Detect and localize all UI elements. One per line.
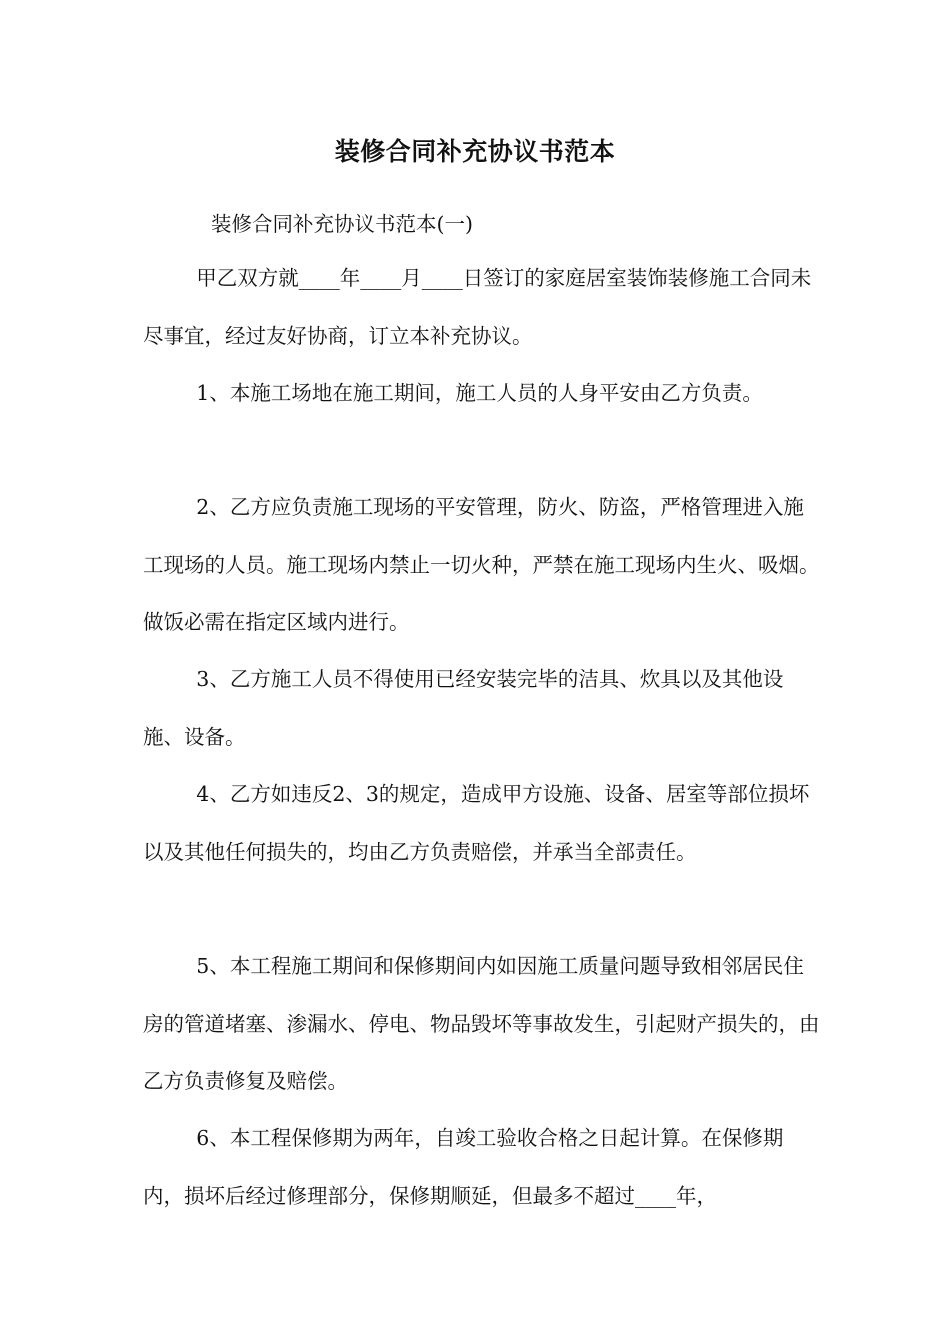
paragraph-clause-6: 6、本工程保修期为两年，自竣工验收合格之日起计算。在保修期内，损坏后经过修理部分，保修期顺延，但最多不超过____年， <box>143 1126 784 1208</box>
document-subtitle: 装修合同补充协议书范本(一) <box>211 212 473 236</box>
paragraph-clause-1: 1、本施工场地在施工期间，施工人员的人身平安由乙方负责。 <box>196 381 763 405</box>
document-title: 装修合同补充协议书范本 <box>334 137 616 166</box>
paragraph-clause-3: 3、乙方施工人员不得使用已经安装完毕的洁具、炊具以及其他设施、设备。 <box>143 667 784 749</box>
paragraph-intro: 甲乙双方就____年____月____日签订的家庭居室装饰装修施工合同未尽事宜，经过友好协商，订立本补充协议。 <box>143 266 812 348</box>
paragraph-clause-4: 4、乙方如违反2、3的规定，造成甲方设施、设备、居室等部位损坏以及其他任何损失的，均由乙方负责赔偿，并承当全部责任。 <box>143 782 810 864</box>
paragraph-clause-2: 2、乙方应负责施工现场的平安管理，防火、防盗，严格管理进入施工现场的人员。施工现场内禁止一切火种，严禁在施工现场内生火、吸烟。做饭必需在指定区域内进行。 <box>143 495 820 634</box>
paragraph-clause-5: 5、本工程施工期间和保修期间内如因施工质量问题导致相邻居民住房的管道堵塞、渗漏水、停电、物品毁坏等事故发生，引起财产损失的，由乙方负责修复及赔偿。 <box>143 954 820 1093</box>
